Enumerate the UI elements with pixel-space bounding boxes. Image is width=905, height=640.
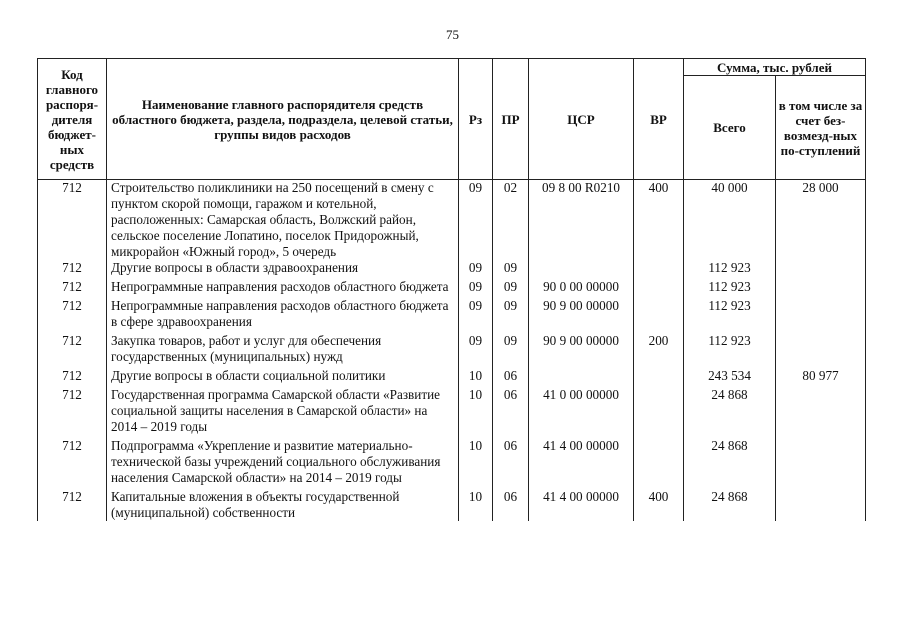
row-name: Другие вопросы в области здравоохранения [107,260,459,276]
row-csr: 41 4 00 00000 [529,486,634,521]
row-incl [776,486,866,521]
row-csr: 09 8 00 R0210 [529,180,634,261]
row-rz: 09 [459,295,493,330]
row-total: 112 923 [684,276,776,295]
row-incl [776,260,866,276]
row-pr: 06 [493,365,529,384]
row-total: 112 923 [684,295,776,330]
header-csr: ЦСР [529,59,634,180]
table-row [38,180,866,261]
row-csr: 90 0 00 00000 [529,276,634,295]
row-total: 112 923 [684,330,776,365]
header-sum: Сумма, тыс. рублей [684,59,866,76]
row-pr: 09 [493,330,529,365]
row-code: 712 [38,260,107,276]
row-code: 712 [38,384,107,435]
row-rz: 09 [459,180,493,261]
row-rz: 10 [459,435,493,486]
row-pr: 06 [493,384,529,435]
row-total: 40 000 [684,180,776,261]
header-incl: в том числе за счет без-возмезд-ных по-ступлений [776,76,866,180]
row-vr [634,260,684,276]
row-incl [776,435,866,486]
row-total: 24 868 [684,435,776,486]
row-code: 712 [38,365,107,384]
row-name: Государственная программа Самарской области «Развитие социальной защиты населения в Самарской области» на 2014 – 2019 годы [107,384,459,435]
row-total: 243 534 [684,365,776,384]
row-vr [634,384,684,435]
row-name: Непрограммные направления расходов областного бюджета в сфере здравоохранения [107,295,459,330]
row-code: 712 [38,276,107,295]
row-incl [776,295,866,330]
row-incl: 80 977 [776,365,866,384]
table-row [38,276,866,295]
row-rz: 09 [459,330,493,365]
header-vr: ВР [634,59,684,180]
header-pr: ПР [493,59,529,180]
row-vr [634,276,684,295]
row-name: Закупка товаров, работ и услуг для обеспечения государственных (муниципальных) нужд [107,330,459,365]
row-name: Непрограммные направления расходов областного бюджета [107,276,459,295]
row-pr: 02 [493,180,529,261]
row-csr: 90 9 00 00000 [529,330,634,365]
header-name: Наименование главного распорядителя средств областного бюджета, раздела, подраздела, целевой статьи, группы видов расходов [107,59,459,180]
row-rz: 10 [459,384,493,435]
row-total: 112 923 [684,260,776,276]
row-incl [776,384,866,435]
page-number: 75 [446,27,459,42]
row-code: 712 [38,295,107,330]
row-vr [634,295,684,330]
row-csr: 41 0 00 00000 [529,384,634,435]
row-code: 712 [38,330,107,365]
row-vr [634,365,684,384]
row-pr: 06 [493,486,529,521]
row-vr: 400 [634,180,684,261]
row-pr: 06 [493,435,529,486]
row-name: Капитальные вложения в объекты государственной (муниципальной) собственности [107,486,459,521]
budget-table [37,58,866,521]
row-incl [776,276,866,295]
row-name: Подпрограмма «Укрепление и развитие материально-технической базы учреждений социального обслуживания населения Самарской области» на 2014 – 2019 годы [107,435,459,486]
row-pr: 09 [493,276,529,295]
header-total: Всего [684,76,776,180]
table-row [38,486,866,521]
row-vr: 400 [634,486,684,521]
row-csr: 41 4 00 00000 [529,435,634,486]
table-row [38,260,866,276]
row-pr: 09 [493,295,529,330]
row-code: 712 [38,435,107,486]
row-rz: 09 [459,276,493,295]
header-code: Код главного распоря-дителя бюджет-ных средств [38,59,107,180]
table-row [38,330,866,365]
row-name: Строительство поликлиники на 250 посещений в смену с пунктом скорой помощи, гаражом и котельной, расположенных: Самарская область, Волжский район, сельское поселение Лопатино, поселок Придорожный, микрорайон «Южный город», 5 очередь [107,180,459,261]
row-code: 712 [38,486,107,521]
header-rz: Рз [459,59,493,180]
row-total: 24 868 [684,384,776,435]
table-row [38,365,866,384]
row-rz: 10 [459,486,493,521]
row-pr: 09 [493,260,529,276]
row-name: Другие вопросы в области социальной политики [107,365,459,384]
row-csr [529,260,634,276]
table-row [38,384,866,435]
row-vr: 200 [634,330,684,365]
table-row [38,295,866,330]
row-csr: 90 9 00 00000 [529,295,634,330]
row-rz: 10 [459,365,493,384]
row-rz: 09 [459,260,493,276]
row-total: 24 868 [684,486,776,521]
row-code: 712 [38,180,107,261]
row-incl: 28 000 [776,180,866,261]
row-incl [776,330,866,365]
table-row [38,435,866,486]
row-csr [529,365,634,384]
row-vr [634,435,684,486]
